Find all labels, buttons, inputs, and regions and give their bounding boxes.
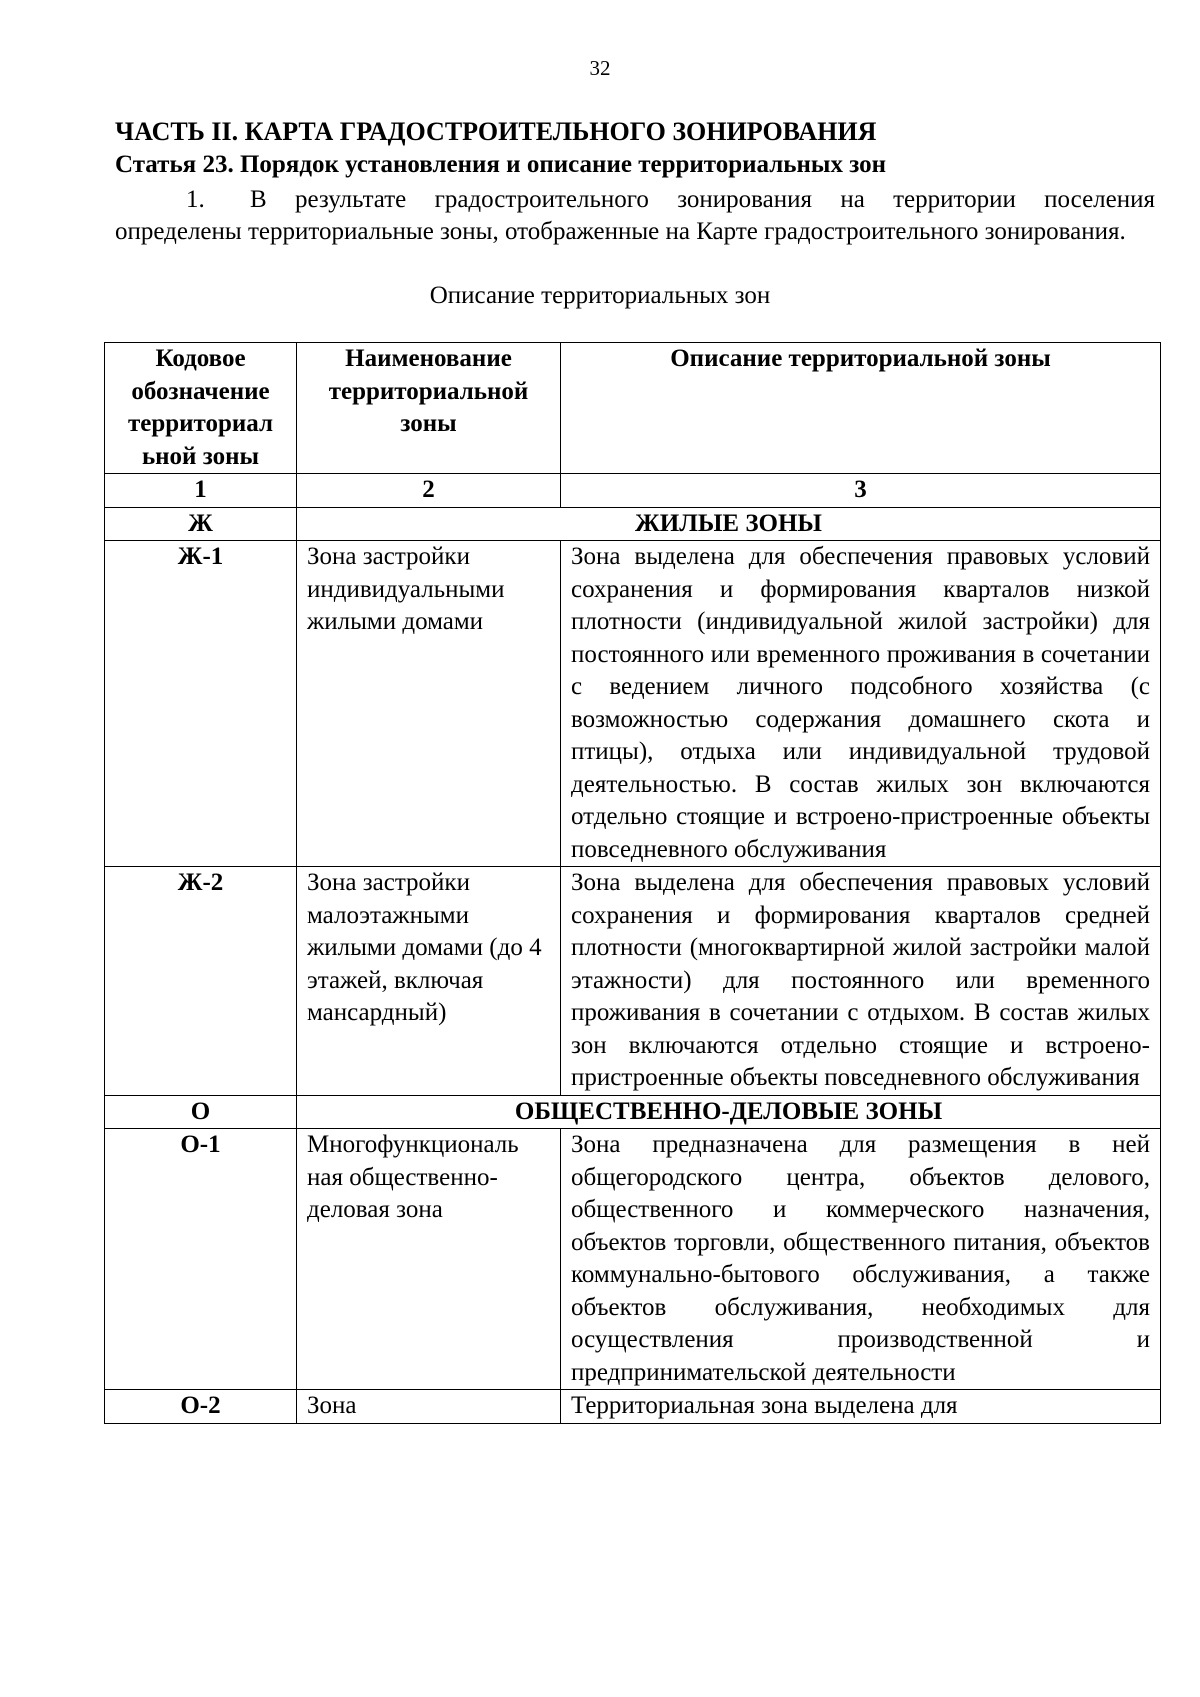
- table-header-row: [105, 343, 1161, 474]
- column-number: 2: [297, 474, 561, 508]
- table-row: [105, 541, 1161, 867]
- column-number: 1: [105, 474, 297, 508]
- column-number: 3: [561, 474, 1161, 508]
- group-code: Ж: [105, 507, 297, 541]
- part-title: ЧАСТЬ II. КАРТА ГРАДОСТРОИТЕЛЬНОГО ЗОНИРОВАНИЯ: [115, 117, 877, 146]
- zone-code: О-2: [105, 1390, 297, 1424]
- column-number-row: [105, 474, 1161, 508]
- group-title: ЖИЛЫЕ ЗОНЫ: [297, 507, 1161, 541]
- zone-name: Зона застройки индивидуальными жилыми домами: [297, 541, 561, 867]
- zone-code: Ж-1: [105, 541, 297, 867]
- header-code: Кодовое обозначение территориал ьной зоны: [105, 343, 297, 474]
- header-description: Описание территориальной зоны: [561, 343, 1161, 474]
- page-number: 32: [589, 56, 611, 80]
- table-row: [105, 1390, 1161, 1424]
- zone-name: Многофункциональ ная общественно-деловая зона: [297, 1129, 561, 1390]
- table-row: [105, 867, 1161, 1096]
- paragraph-number: 1.: [186, 186, 205, 213]
- group-row-residential: [105, 507, 1161, 541]
- zone-description: Зона выделена для обеспечения правовых условий сохранения и формирования кварталов средней плотности (многоквартирной жилой застройки малой этажности) для постоянного или временного проживания в сочетании с отдыхом. В состав жилых зон включаются отдельно стоящие и встроено-пристроенные объекты повседневного обслуживания: [561, 867, 1161, 1096]
- header-name: Наименование территориальной зоны: [297, 343, 561, 474]
- table-caption: Описание территориальных зон: [429, 282, 771, 309]
- table-row: [105, 1129, 1161, 1390]
- intro-paragraph: [115, 184, 1155, 248]
- zone-code: Ж-2: [105, 867, 297, 1096]
- zone-description: Территориальная зона выделена для: [561, 1390, 1161, 1424]
- zone-code: О-1: [105, 1129, 297, 1390]
- zone-description: Зона предназначена для размещения в ней общегородского центра, объектов делового, общественного и коммерческого назначения, объектов торговли, общественного питания, объектов коммунально-бытового обслуживания, а также объектов обслуживания, необходимых для осуществления производственной и предпринимательской деятельности: [561, 1129, 1161, 1390]
- group-code: О: [105, 1095, 297, 1129]
- article-title: Статья 23. Порядок установления и описание территориальных зон: [115, 151, 886, 178]
- group-row-public-business: [105, 1095, 1161, 1129]
- zone-description: Зона выделена для обеспечения правовых условий сохранения и формирования кварталов низкой плотности (индивидуальной жилой застройки) для постоянного или временного проживания в сочетании с ведением личного подсобного хозяйства (с возможностью содержания домашнего скота и птицы), отдыха или индивидуальной трудовой деятельностью. В состав жилых зон включаются отдельно стоящие и встроено-пристроенные объекты повседневного обслуживания: [561, 541, 1161, 867]
- paragraph-text: В результате градостроительного зонирования на территории поселения определены территориальные зоны, отображенные на Карте градостроительного зонирования.: [115, 186, 1155, 245]
- zone-name: Зона: [297, 1390, 561, 1424]
- zone-name: Зона застройки малоэтажными жилыми домами (до 4 этажей, включая мансардный): [297, 867, 561, 1096]
- group-title: ОБЩЕСТВЕННО-ДЕЛОВЫЕ ЗОНЫ: [297, 1095, 1161, 1129]
- zones-table: [104, 342, 1161, 1424]
